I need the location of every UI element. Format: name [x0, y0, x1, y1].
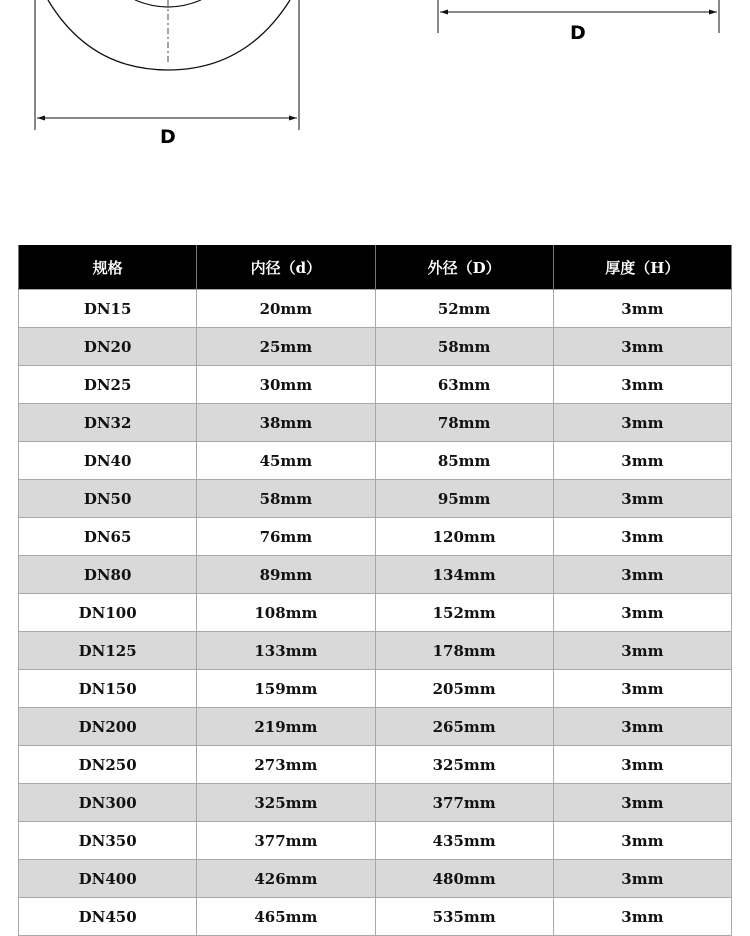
cell-spec: DN350	[19, 822, 197, 860]
cell-inner-diameter: 58mm	[197, 480, 375, 518]
cell-spec: DN25	[19, 366, 197, 404]
cell-inner-diameter: 159mm	[197, 670, 375, 708]
table-row	[19, 328, 732, 366]
cell-inner-diameter: 20mm	[197, 290, 375, 328]
cell-spec: DN50	[19, 480, 197, 518]
cell-spec: DN200	[19, 708, 197, 746]
cell-thickness: 3mm	[553, 708, 731, 746]
cell-inner-diameter: 465mm	[197, 898, 375, 936]
cell-spec: DN15	[19, 290, 197, 328]
spec-table-body	[19, 290, 732, 936]
cell-inner-diameter: 38mm	[197, 404, 375, 442]
cell-thickness: 3mm	[553, 290, 731, 328]
table-row	[19, 746, 732, 784]
cell-spec: DN80	[19, 556, 197, 594]
cell-outer-diameter: 78mm	[375, 404, 553, 442]
cell-outer-diameter: 134mm	[375, 556, 553, 594]
cell-inner-diameter: 108mm	[197, 594, 375, 632]
header-inner-diameter: 内径（d）	[197, 245, 375, 290]
table-row	[19, 366, 732, 404]
cell-thickness: 3mm	[553, 860, 731, 898]
cell-inner-diameter: 25mm	[197, 328, 375, 366]
table-row	[19, 822, 732, 860]
dim-arrow-left-b	[289, 116, 297, 121]
spec-table	[18, 245, 732, 936]
cell-outer-diameter: 95mm	[375, 480, 553, 518]
table-row	[19, 556, 732, 594]
cell-outer-diameter: 152mm	[375, 594, 553, 632]
cell-thickness: 3mm	[553, 670, 731, 708]
cell-outer-diameter: 435mm	[375, 822, 553, 860]
cell-thickness: 3mm	[553, 404, 731, 442]
cell-inner-diameter: 30mm	[197, 366, 375, 404]
cell-spec: DN125	[19, 632, 197, 670]
cell-outer-diameter: 480mm	[375, 860, 553, 898]
cell-thickness: 3mm	[553, 594, 731, 632]
table-header-row	[19, 245, 732, 290]
cell-spec: DN450	[19, 898, 197, 936]
table-row	[19, 442, 732, 480]
cell-outer-diameter: 120mm	[375, 518, 553, 556]
dim-arrow-right-a	[440, 10, 448, 15]
cell-inner-diameter: 426mm	[197, 860, 375, 898]
cell-thickness: 3mm	[553, 556, 731, 594]
cell-spec: DN300	[19, 784, 197, 822]
cell-outer-diameter: 63mm	[375, 366, 553, 404]
cell-inner-diameter: 377mm	[197, 822, 375, 860]
cell-outer-diameter: 265mm	[375, 708, 553, 746]
cell-outer-diameter: 535mm	[375, 898, 553, 936]
header-spec: 规格	[19, 245, 197, 290]
gasket-dimension-drawing	[0, 0, 750, 160]
table-row	[19, 860, 732, 898]
cell-outer-diameter: 377mm	[375, 784, 553, 822]
dim-arrow-right-b	[709, 10, 717, 15]
table-row	[19, 480, 732, 518]
dimension-label-left: D	[160, 126, 176, 148]
cell-spec: DN150	[19, 670, 197, 708]
cell-outer-diameter: 85mm	[375, 442, 553, 480]
header-thickness: 厚度（H）	[553, 245, 731, 290]
cell-outer-diameter: 58mm	[375, 328, 553, 366]
table-row	[19, 898, 732, 936]
cell-inner-diameter: 325mm	[197, 784, 375, 822]
cell-thickness: 3mm	[553, 442, 731, 480]
dim-arrow-left-a	[37, 116, 45, 121]
table-row	[19, 518, 732, 556]
cell-inner-diameter: 219mm	[197, 708, 375, 746]
cell-inner-diameter: 76mm	[197, 518, 375, 556]
table-row	[19, 784, 732, 822]
cell-spec: DN100	[19, 594, 197, 632]
cell-thickness: 3mm	[553, 328, 731, 366]
table-row	[19, 708, 732, 746]
table-row	[19, 404, 732, 442]
table-row	[19, 670, 732, 708]
cell-thickness: 3mm	[553, 632, 731, 670]
cell-thickness: 3mm	[553, 366, 731, 404]
cell-spec: DN250	[19, 746, 197, 784]
cell-inner-diameter: 45mm	[197, 442, 375, 480]
cell-outer-diameter: 325mm	[375, 746, 553, 784]
gasket-outer-arc	[48, 0, 290, 70]
cell-thickness: 3mm	[553, 784, 731, 822]
cell-thickness: 3mm	[553, 898, 731, 936]
cell-inner-diameter: 133mm	[197, 632, 375, 670]
cell-outer-diameter: 52mm	[375, 290, 553, 328]
dimension-label-right: D	[570, 22, 586, 44]
cell-spec: DN65	[19, 518, 197, 556]
header-outer-diameter: 外径（D）	[375, 245, 553, 290]
cell-spec: DN20	[19, 328, 197, 366]
cell-inner-diameter: 89mm	[197, 556, 375, 594]
cell-spec: DN40	[19, 442, 197, 480]
cell-thickness: 3mm	[553, 480, 731, 518]
table-row	[19, 632, 732, 670]
cell-spec: DN32	[19, 404, 197, 442]
cell-thickness: 3mm	[553, 822, 731, 860]
cell-outer-diameter: 205mm	[375, 670, 553, 708]
cell-outer-diameter: 178mm	[375, 632, 553, 670]
table-row	[19, 290, 732, 328]
table-row	[19, 594, 732, 632]
cell-inner-diameter: 273mm	[197, 746, 375, 784]
cell-thickness: 3mm	[553, 518, 731, 556]
cell-spec: DN400	[19, 860, 197, 898]
cell-thickness: 3mm	[553, 746, 731, 784]
